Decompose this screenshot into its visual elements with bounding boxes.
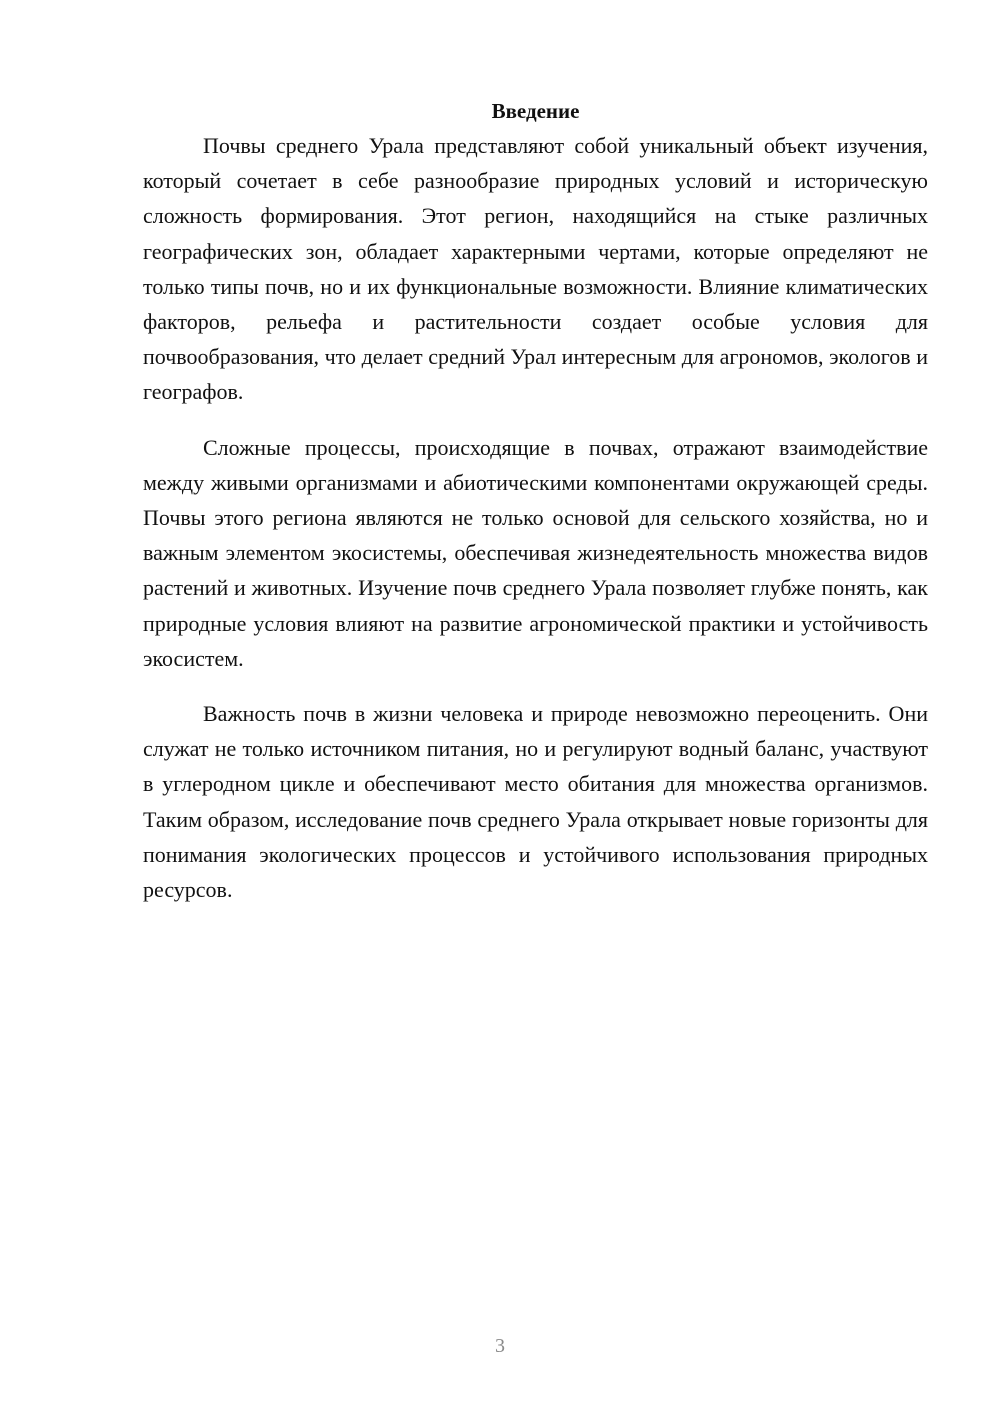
page-number: 3 <box>495 1335 505 1357</box>
paragraph-3: Важность почв в жизни человека и природе невозможно переоценить. Они служат не только источником питания, но и регулируют водный баланс, участвуют в углеродном цикле и обеспечивают место обитания для множества организмов. Таким образом, исследование почв среднего Урала открывает новые горизонты для понимания экологических процессов и устойчивого использования природных ресурсов. <box>143 701 928 903</box>
section-title: Введение <box>491 99 580 123</box>
page-content <box>143 96 928 907</box>
paragraph-2: Сложные процессы, происходящие в почвах, отражают взаимодействие между живыми организмами и абиотическими компонентами окружающей среды. Почвы этого региона являются не только основой для сельского хозяйства, но и важным элементом экосистемы, обеспечивая жизнедеятельность множества видов растений и животных. Изучение почв среднего Урала позволяет глубже понять, как природные условия влияют на развитие агрономической практики и устойчивость экосистем. <box>143 434 928 671</box>
paragraph-1: Почвы среднего Урала представляют собой уникальный объект изучения, который сочетает в себе разнообразие природных условий и историческую сложность формирования. Этот регион, находящийся на стыке различных географических зон, обладает характерными чертами, которые определяют не только типы почв, но и их функциональные возможности. Влияние климатических факторов, рельефа и растительности создает особые условия для почвообразования, что делает средний Урал интересным для агрономов, экологов и географов. <box>143 133 928 405</box>
